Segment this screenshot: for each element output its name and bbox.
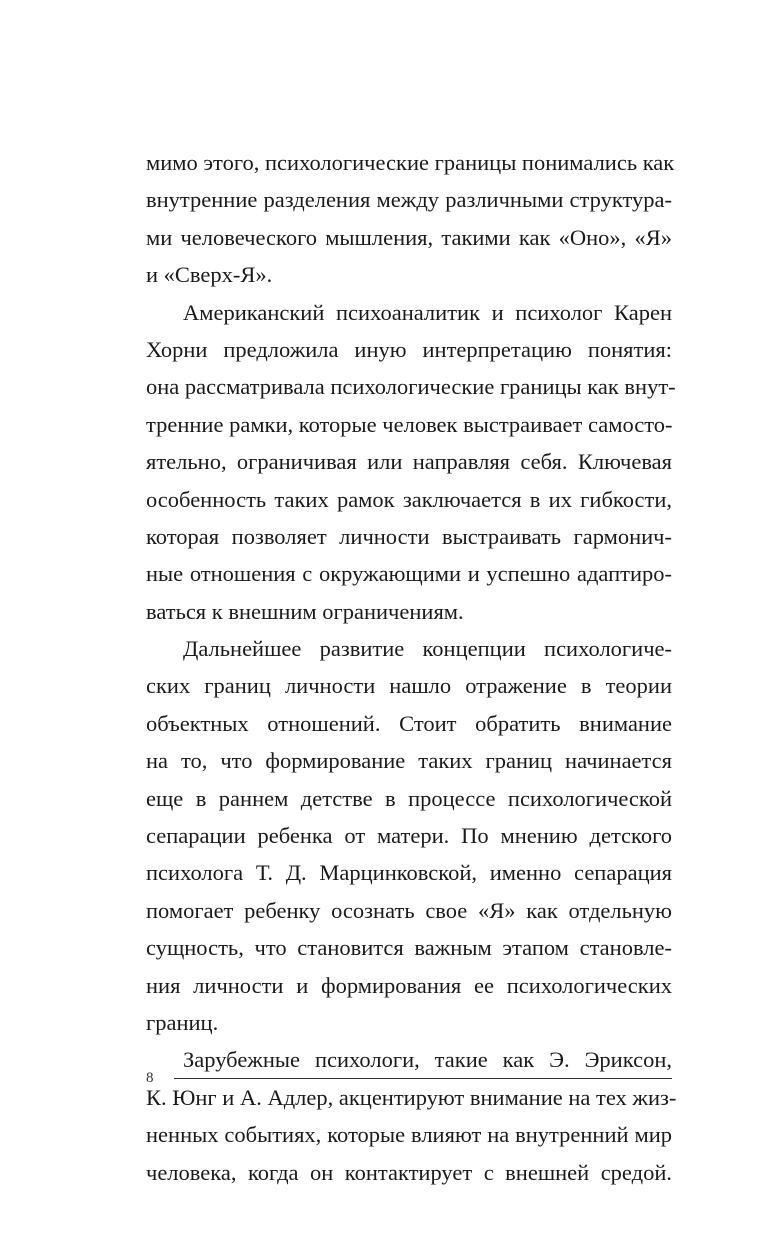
text-line: границ. (146, 1009, 219, 1035)
text-line: сепарации ребенка от матери. По мнению детского (146, 823, 672, 849)
text-line: ятельно, ограничивая или направляя себя. Ключевая (146, 449, 672, 475)
text-line: человека, когда он контактирует с внешней средой. (146, 1159, 672, 1185)
text-line: Американский психоаналитик и психолог Карен (183, 299, 672, 325)
text-line: еще в раннем детстве в процессе психологической (146, 785, 672, 811)
text-line: особенность таких рамок заключается в их гибкости, (146, 486, 672, 512)
text-line: Хорни предложила иную интерпретацию понятия: (146, 336, 672, 362)
text-line: ния личности и формирования ее психологических (146, 972, 672, 998)
body-text (146, 144, 677, 1191)
text-line: на то, что формирование таких границ начинается (146, 748, 672, 774)
text-line: и «Сверх-Я». (146, 262, 273, 288)
text-line: помогает ребенку осознать свое «Я» как отдельную (146, 897, 672, 923)
text-line: Зарубежные психологи, такие как Э. Эриксон, (183, 1047, 672, 1073)
text-line: объектных отношений. Стоит обратить внимание (146, 710, 672, 736)
page-footer (146, 1069, 672, 1089)
text-line: сущность, что становится важным этапом становле- (146, 935, 672, 961)
text-line: внутренние разделения между различными структура- (146, 187, 672, 213)
page-number: 8 (146, 1070, 154, 1086)
text-line: она рассматривала психологические границы как внут- (146, 374, 676, 400)
text-line: ненных событиях, которые влияют на внутренний мир (146, 1122, 672, 1148)
text-line: ваться к внешним ограничениям. (146, 598, 464, 624)
text-line: тренние рамки, которые человек выстраивает самосто- (146, 411, 673, 437)
text-line: К. Юнг и А. Адлер, акцентируют внимание на тех жиз- (146, 1084, 677, 1110)
text-line: психолога Т. Д. Марцинковской, именно сепарация (146, 860, 672, 886)
text-line: мимо этого, психологические границы понимались как (146, 150, 675, 175)
text-line: которая позволяет личности выстраивать гармонич- (146, 523, 672, 549)
footer-divider (174, 1078, 672, 1079)
text-line: Дальнейшее развитие концепции психологиче- (183, 636, 672, 662)
text-line: ные отношения с окружающими и успешно адаптиро- (146, 561, 672, 587)
text-line: ми человеческого мышления, такими как «Оно», «Я» (146, 224, 672, 250)
text-line: ских границ личности нашло отражение в теории (146, 673, 672, 699)
